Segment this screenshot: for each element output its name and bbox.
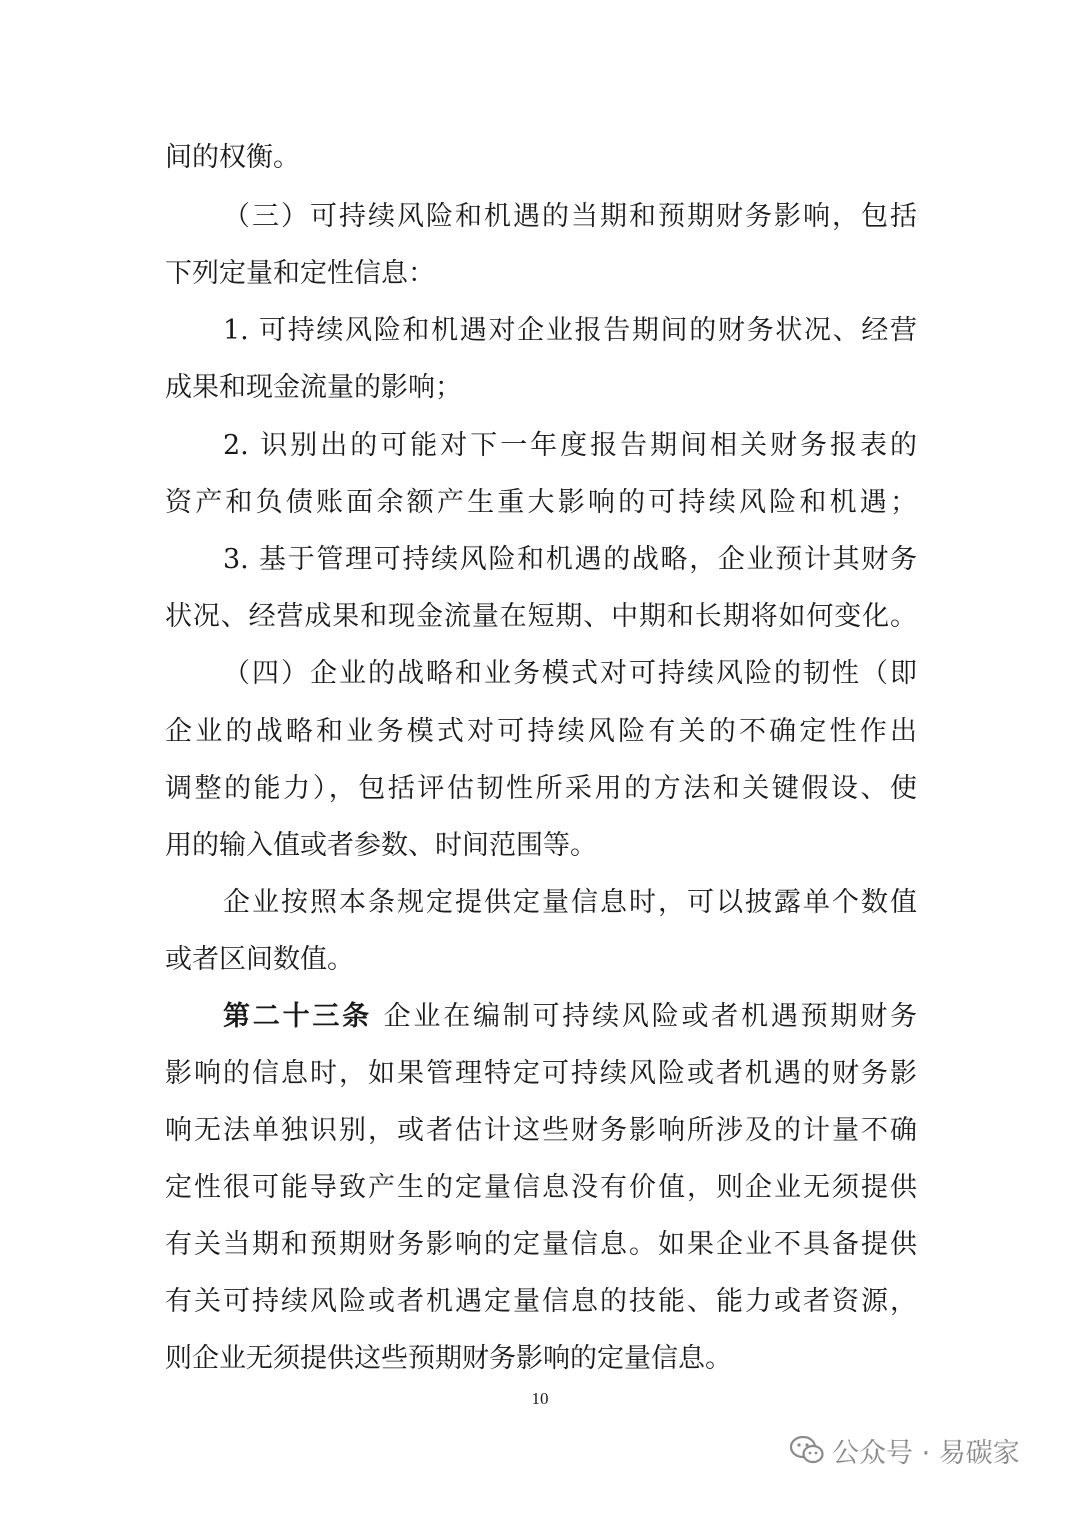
body-line: 2. 识别出的可能对下一年度报告期间相关财务报表的 (223, 430, 917, 461)
watermark-text: 公众号 · 易碳家 (832, 1437, 1020, 1469)
body-line: 资产和负债账面余额产生重大影响的可持续风险和机遇； (165, 487, 917, 518)
body-line: 调整的能力），包括评估韧性所采用的方法和关键假设、使 (165, 773, 917, 804)
body-line: 3. 基于管理可持续风险和机遇的战略，企业预计其财务 (223, 544, 917, 575)
body-line: 企业按照本条规定提供定量信息时，可以披露单个数值 (223, 887, 917, 918)
body-line: 有关可持续风险或者机遇定量信息的技能、能力或者资源， (165, 1286, 917, 1317)
body-line: 影响的信息时，如果管理特定可持续风险或者机遇的财务影 (165, 1058, 917, 1089)
body-line: 则企业无须提供这些预期财务影响的定量信息。 (165, 1343, 732, 1374)
page-number: 10 (531, 1389, 549, 1408)
body-line: （三）可持续风险和机遇的当期和预期财务影响，包括 (223, 201, 917, 232)
body-line: 定性很可能导致产生的定量信息没有价值，则企业无须提供 (165, 1172, 917, 1203)
body-line: 成果和现金流量的影响； (165, 372, 462, 403)
article-text: 企业在编制可持续风险或者机遇预期财务 (380, 1001, 918, 1032)
body-line: 企业的战略和业务模式对可持续风险有关的不确定性作出 (165, 716, 917, 747)
body-line: 状况、经营成果和现金流量在短期、中期和长期将如何变化。 (165, 601, 917, 632)
body-line: 1. 可持续风险和机遇对企业报告期间的财务状况、经营 (223, 315, 917, 346)
article-23-first-line (223, 997, 917, 1037)
body-line: 或者区间数值。 (165, 944, 354, 975)
body-line: 间的权衡。 (165, 142, 300, 173)
watermark (790, 1432, 1020, 1468)
body-line: 下列定量和定性信息： (165, 258, 435, 289)
body-line: 用的输入值或者参数、时间范围等。 (165, 830, 597, 861)
wechat-icon (790, 1435, 824, 1465)
body-line: 有关当期和预期财务影响的定量信息。如果企业不具备提供 (165, 1229, 917, 1260)
body-line: 响无法单独识别，或者估计这些财务影响所涉及的计量不确 (165, 1115, 917, 1146)
body-line: （四）企业的战略和业务模式对可持续风险的韧性（即 (223, 658, 917, 689)
article-heading: 第二十三条 (223, 1001, 372, 1032)
